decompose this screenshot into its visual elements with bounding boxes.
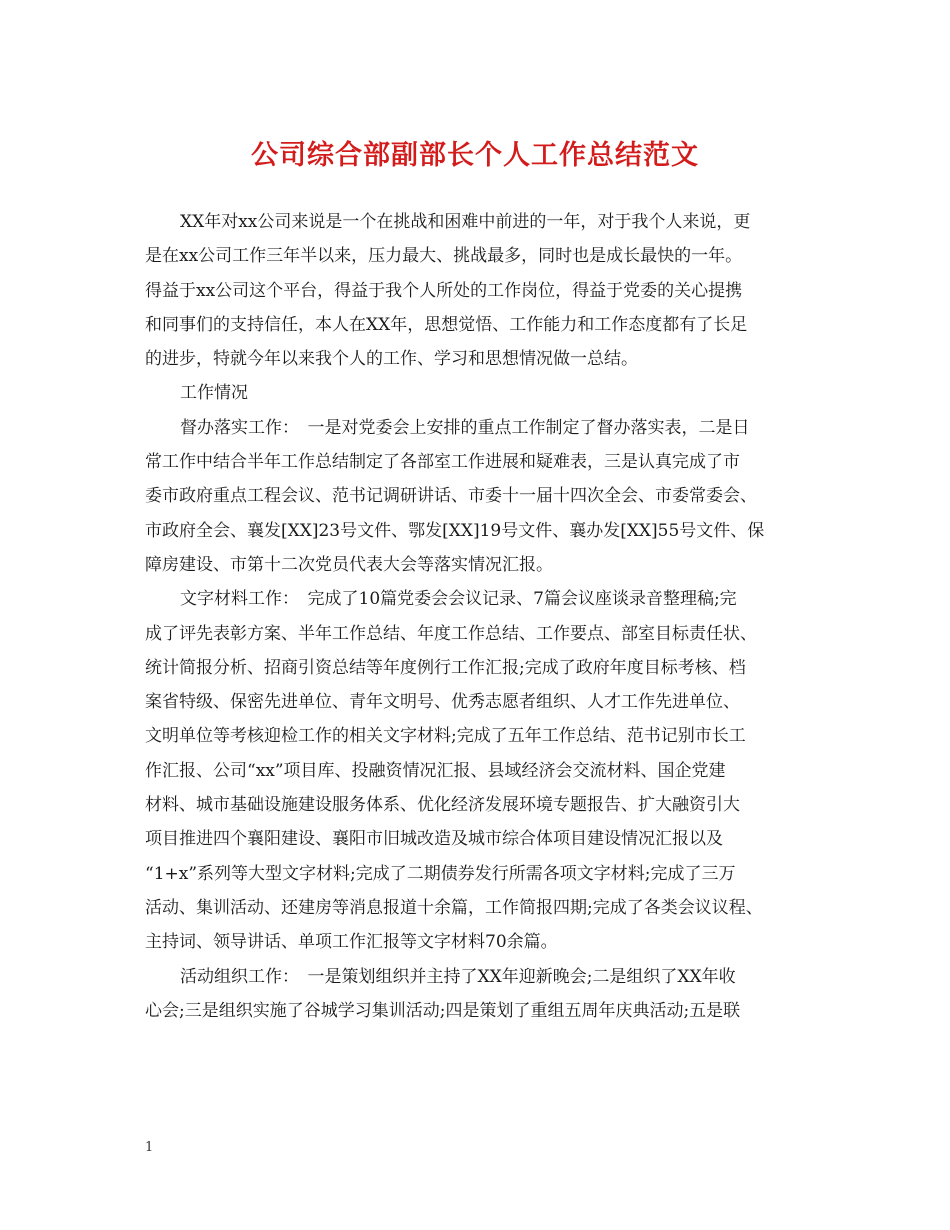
document-title: 公司综合部副部长个人工作总结范文 — [251, 140, 699, 171]
paragraph-line: 活动、集训活动、还建房等消息报道十余篇，工作简报四期;完成了各类会议议程、 — [145, 897, 763, 918]
paragraph-line: 文字材料工作： 完成了10篇党委会会议记录、7篇会议座谈录音整理稿;完 — [180, 589, 737, 610]
paragraph-line: 障房建设、市第十二次党员代表大会等落实情况汇报。 — [145, 554, 553, 575]
paragraph-line: 和同事们的支持信任，本人在XX年，思想觉悟、工作能力和工作态度都有了长足 — [145, 314, 748, 335]
paragraph-line: 作汇报、公司“xx”项目库、投融资情况汇报、县域经济会交流材料、国企党建 — [145, 760, 726, 781]
paragraph-line: 是在xx公司工作三年半以来，压力最大、挑战最多，同时也是成长最快的一年。 — [145, 246, 743, 267]
paragraph-line: 统计简报分析、招商引资总结等年度例行工作汇报;完成了政府年度目标考核、档 — [145, 657, 746, 678]
paragraph-line: 项目推进四个襄阳建设、襄阳市旧城改造及城市综合体项目建设情况汇报以及 — [145, 829, 723, 850]
paragraph-line: 的进步，特就今年以来我个人的工作、学习和思想情况做一总结。 — [145, 349, 638, 370]
paragraph-line: 成了评先表彰方案、半年工作总结、年度工作总结、工作要点、部室目标责任状、 — [145, 623, 757, 644]
page-number: 1 — [145, 1140, 154, 1155]
paragraph-line: 督办落实工作： 一是对党委会上安排的重点工作制定了督办落实表，二是日 — [180, 417, 750, 438]
paragraph-line: 委市政府重点工程会议、范书记调研讲话、市委十一届十四次全会、市委常委会、 — [145, 486, 757, 507]
paragraph-line: 心会;三是组织实施了谷城学习集训活动;四是策划了重组五周年庆典活动;五是联 — [145, 1000, 741, 1021]
paragraph-line: 得益于xx公司这个平台，得益于我个人所处的工作岗位，得益于党委的关心提携 — [145, 280, 743, 301]
paragraph-line: 市政府全会、襄发[XX]23号文件、鄂发[XX]19号文件、襄办发[XX]55号文件、保 — [145, 520, 765, 541]
section-heading: 工作情况 — [180, 383, 248, 404]
paragraph-line: 案省特级、保密先进单位、青年文明号、优秀志愿者组织、人才工作先进单位、 — [145, 692, 740, 713]
paragraph-line: 文明单位等考核迎检工作的相关文字材料;完成了五年工作总结、范书记别市长工 — [145, 726, 746, 747]
paragraph-line: 活动组织工作： 一是策划组织并主持了XX年迎新晚会;二是组织了XX年收 — [180, 966, 736, 987]
paragraph-line: 常工作中结合半年工作总结制定了各部室工作进展和疑难表，三是认真完成了市 — [145, 452, 740, 473]
paragraph-line: 主持词、领导讲话、单项工作汇报等文字材料70余篇。 — [145, 932, 558, 953]
paragraph-line: 材料、城市基础设施建设服务体系、优化经济发展环境专题报告、扩大融资引大 — [145, 795, 740, 816]
document-body — [145, 205, 810, 1028]
paragraph-line: XX年对xx公司来说是一个在挑战和困难中前进的一年，对于我个人来说，更 — [180, 212, 751, 232]
paragraph-line: “1+x”系列等大型文字材料;完成了二期债券发行所需各项文字材料;完成了三万 — [145, 863, 736, 884]
